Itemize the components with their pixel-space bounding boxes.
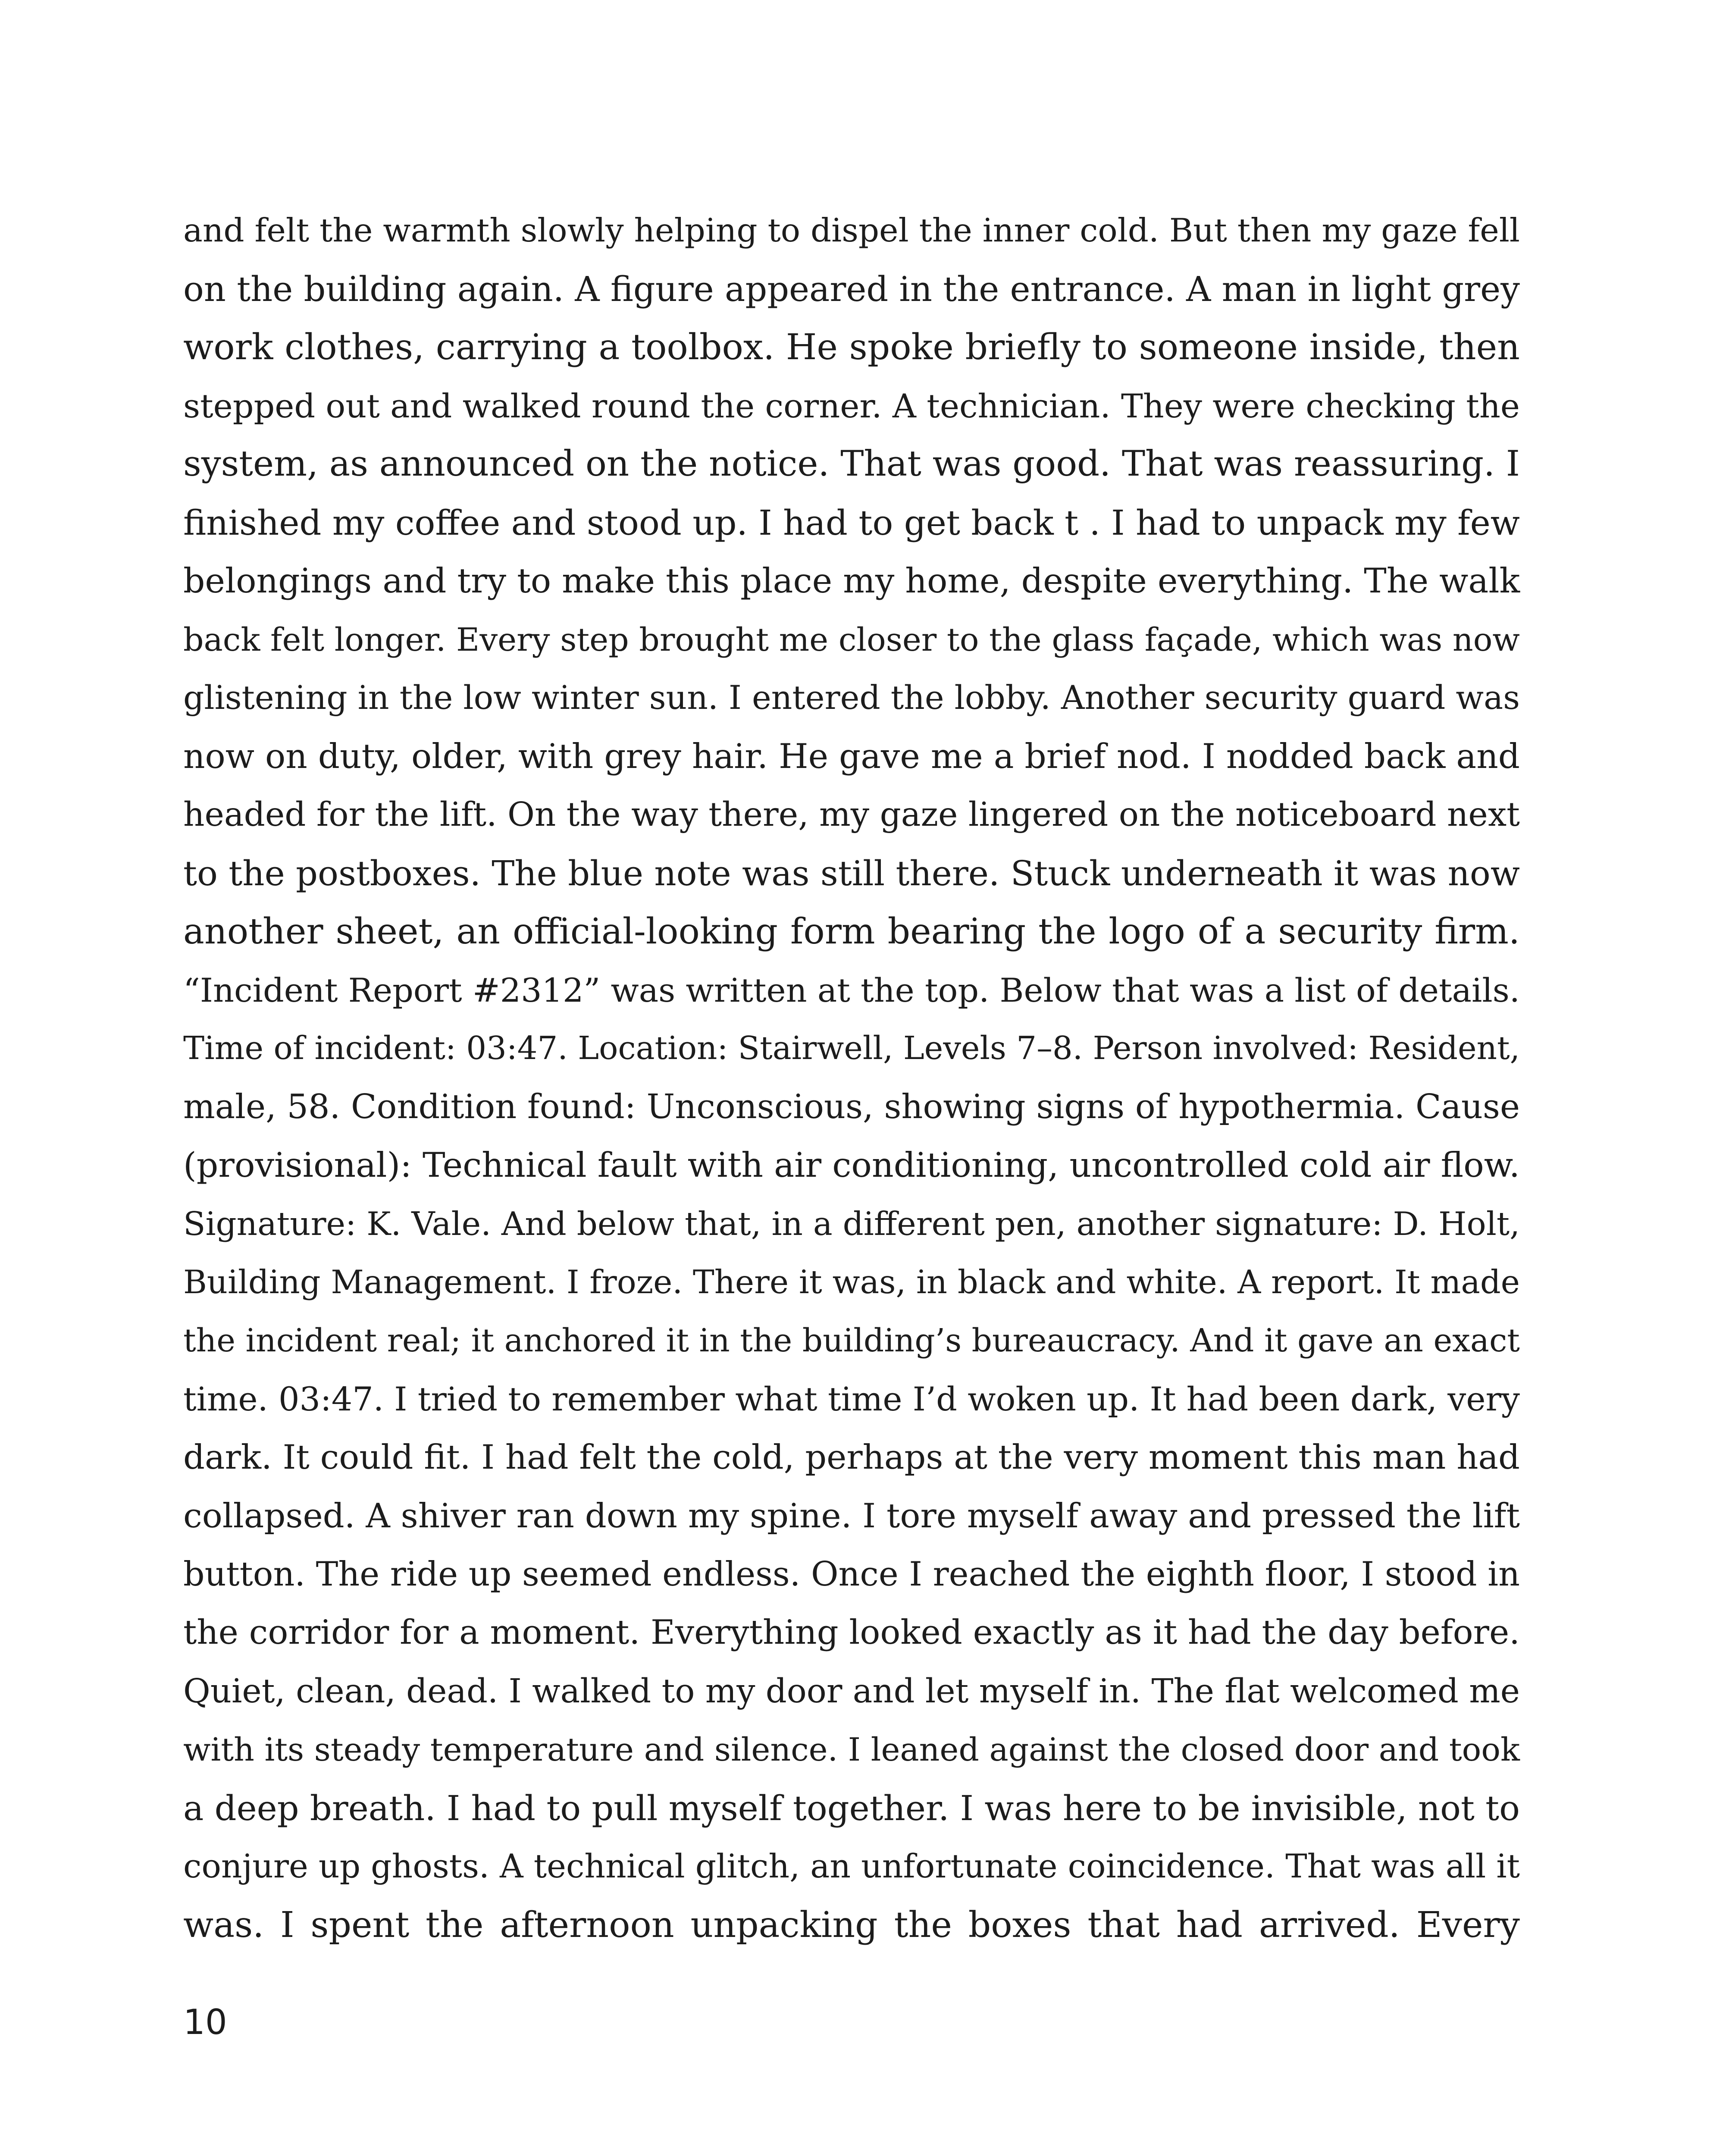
text-line: time. 03:47. I tried to remember what time I’d woken up. It had been dark, very <box>183 1380 1520 1418</box>
text-line: “Incident Report #2312” was written at the top. Below that was a list of details. <box>183 971 1520 1009</box>
text-line: another sheet, an official-looking form bearing the logo of a security firm. <box>183 911 1520 952</box>
text-line: (provisional): Technical fault with air conditioning, uncontrolled cold air flow. <box>183 1145 1520 1185</box>
body-text <box>183 201 1520 1954</box>
text-line: system, as announced on the notice. That was good. That was reassuring. I <box>183 444 1520 484</box>
text-line: male, 58. Condition found: Unconscious, showing signs of hypothermia. Cause <box>183 1087 1520 1126</box>
text-line: the corridor for a moment. Everything looked exactly as it had the day before. <box>183 1613 1520 1652</box>
text-line: Time of incident: 03:47. Location: Stairwell, Levels 7–8. Person involved: Resident, <box>183 1030 1520 1067</box>
text-line: the incident real; it anchored it in the building’s bureaucracy. And it gave an exact <box>183 1322 1520 1359</box>
text-line: Signature: K. Vale. And below that, in a different pen, another signature: D. Holt, <box>183 1204 1520 1243</box>
page-number: 10 <box>183 2002 227 2042</box>
text-line: Building Management. I froze. There it was, in black and white. A report. It made <box>183 1263 1520 1301</box>
text-line: finished my coffee and stood up. I had to get back t . I had to unpack my few <box>183 502 1520 543</box>
text-line: glistening in the low winter sun. I entered the lobby. Another security guard was <box>183 679 1520 717</box>
text-line: with its steady temperature and silence. I leaned against the closed door and took <box>183 1731 1520 1768</box>
text-line: work clothes, carrying a toolbox. He spoke briefly to someone inside, then <box>183 327 1520 368</box>
text-line: belongings and try to make this place my home, despite everything. The walk <box>183 561 1520 601</box>
text-line: to the postboxes. The blue note was still there. Stuck underneath it was now <box>183 853 1520 893</box>
text-line: conjure up ghosts. A technical glitch, an unfortunate coincidence. That was all it <box>183 1847 1520 1885</box>
text-line: dark. It could fit. I had felt the cold, perhaps at the very moment this man had <box>183 1438 1520 1477</box>
text-line: a deep breath. I had to pull myself together. I was here to be invisible, not to <box>183 1788 1520 1828</box>
text-line: on the building again. A figure appeared in the entrance. A man in light grey <box>183 269 1520 309</box>
text-line: collapsed. A shiver ran down my spine. I tore myself away and pressed the lift <box>183 1496 1520 1536</box>
text-line: stepped out and walked round the corner. A technician. They were checking the <box>183 386 1520 425</box>
text-line: and felt the warmth slowly helping to dispel the inner cold. But then my gaze fell <box>183 211 1520 249</box>
text-line: was. I spent the afternoon unpacking the boxes that had arrived. Every <box>183 1904 1520 1946</box>
text-line: Quiet, clean, dead. I walked to my door and let myself in. The flat welcomed me <box>183 1672 1520 1711</box>
text-line: button. The ride up seemed endless. Once I reached the eighth floor, I stood in <box>183 1554 1520 1594</box>
text-line: back felt longer. Every step brought me closer to the glass façade, which was now <box>183 620 1520 658</box>
text-line: headed for the lift. On the way there, my gaze lingered on the noticeboard next <box>183 796 1520 834</box>
text-line: now on duty, older, with grey hair. He gave me a brief nod. I nodded back and <box>183 736 1520 776</box>
